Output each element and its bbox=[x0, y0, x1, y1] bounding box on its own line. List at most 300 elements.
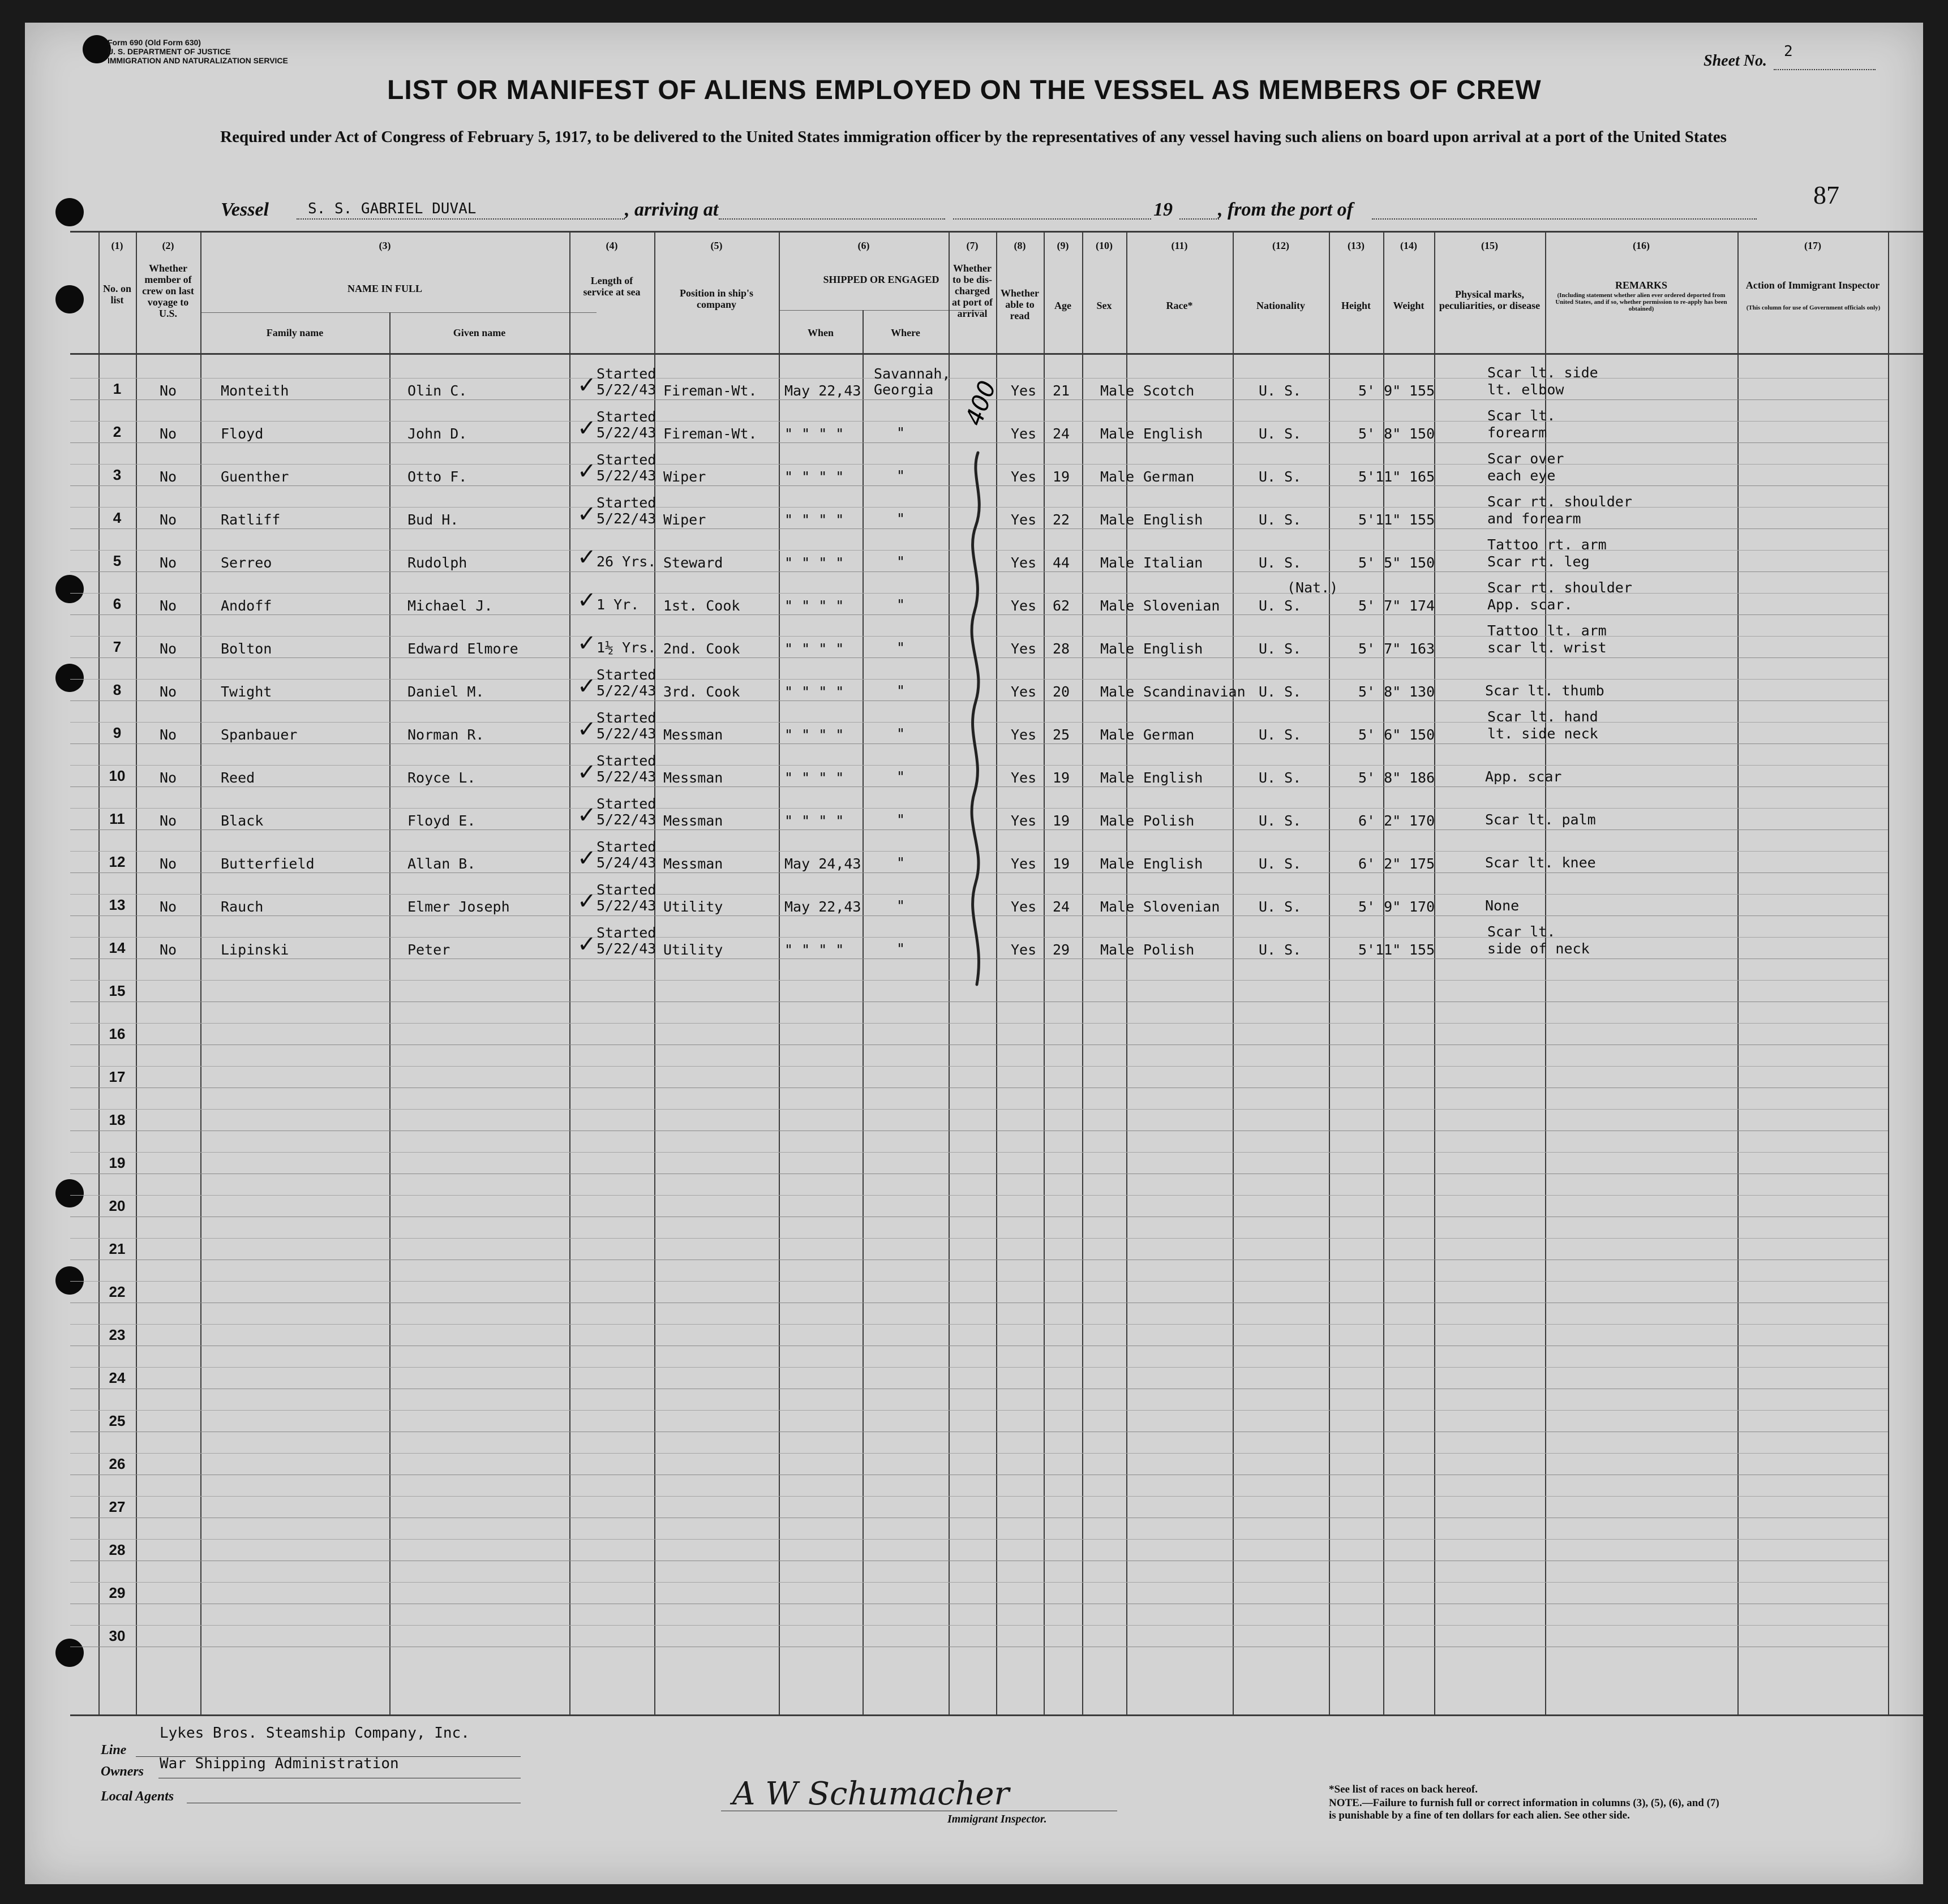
checkmark-icon: ✓ bbox=[577, 587, 597, 613]
cell-given-name: Norman R. bbox=[407, 727, 484, 743]
cell-given-name: Elmer Joseph bbox=[407, 899, 510, 915]
handwritten-discharge-mark bbox=[953, 373, 1004, 1007]
cell-member-last-voyage: No bbox=[159, 813, 177, 829]
cell-service-line2: 5/22/43 bbox=[597, 897, 657, 914]
cell-race: German bbox=[1143, 469, 1195, 485]
cell-age: 19 bbox=[1053, 813, 1070, 829]
checkmark-icon: ✓ bbox=[577, 931, 597, 957]
cell-nationality: U. S. bbox=[1259, 684, 1302, 700]
cell-position: Wiper bbox=[663, 512, 706, 528]
checkmark-icon: ✓ bbox=[577, 501, 597, 527]
col-number: (7) bbox=[966, 240, 979, 251]
cell-family-name: Serreo bbox=[221, 555, 272, 571]
row-number: 4 bbox=[113, 509, 122, 526]
row-number: 26 bbox=[109, 1455, 126, 1472]
cell-marks-line1: Scar lt. side bbox=[1487, 364, 1598, 381]
row-number: 11 bbox=[109, 810, 125, 827]
cell-service-line2: 5/22/43 bbox=[597, 381, 657, 398]
row-subrule bbox=[70, 1582, 1888, 1583]
cell-service-line1: Started bbox=[597, 882, 657, 898]
header-when: When bbox=[807, 327, 834, 338]
row-subrule bbox=[70, 1625, 1888, 1626]
row-subrule bbox=[70, 1453, 1888, 1454]
cell-marks-line1: Tattoo lt. arm bbox=[1487, 622, 1607, 639]
cell-position: Fireman-Wt. bbox=[663, 382, 757, 399]
cell-height: 5'11" bbox=[1358, 942, 1401, 958]
cell-height: 5'11" bbox=[1358, 512, 1401, 528]
cell-nationality: U. S. bbox=[1259, 856, 1302, 872]
cell-shipped-when: May 22,43 bbox=[784, 382, 861, 399]
cell-shipped-where-line1: Savannah, bbox=[874, 366, 951, 382]
cell-age: 44 bbox=[1053, 555, 1070, 571]
year-label: 19 bbox=[1153, 199, 1173, 220]
checkmark-icon: ✓ bbox=[577, 673, 597, 699]
service-name: IMMIGRATION AND NATURALIZATION SERVICE bbox=[108, 56, 288, 65]
row-subrule bbox=[70, 1023, 1888, 1024]
col-number: (12) bbox=[1272, 240, 1289, 251]
col-number: (14) bbox=[1400, 240, 1417, 251]
col-number: (2) bbox=[162, 240, 174, 251]
cell-given-name: Floyd E. bbox=[407, 813, 476, 829]
cell-family-name: Andoff bbox=[221, 598, 272, 614]
cell-race: English bbox=[1143, 641, 1203, 657]
cell-marks-line2: Scar lt. palm bbox=[1485, 811, 1596, 828]
cell-position: Utility bbox=[663, 942, 723, 958]
header-action-note: (This column for use of Government officials only) bbox=[1746, 304, 1881, 311]
cell-shipped-where-line2: " bbox=[896, 725, 906, 742]
cell-able-read: Yes bbox=[1011, 684, 1037, 700]
cell-shipped-where-line2: " bbox=[896, 424, 906, 441]
header-remarks: REMARKS bbox=[1615, 280, 1667, 291]
header-nationality: Nationality bbox=[1256, 300, 1305, 311]
cell-service-line1: Started bbox=[597, 796, 657, 812]
cell-able-read: Yes bbox=[1011, 856, 1037, 872]
cell-position: Messman bbox=[663, 727, 723, 743]
cell-sex: Male bbox=[1100, 899, 1135, 915]
cell-sex: Male bbox=[1100, 598, 1135, 614]
cell-shipped-where-line2: " bbox=[896, 467, 906, 484]
cell-height: 5' 9" bbox=[1358, 899, 1401, 915]
from-port-label: , from the port of bbox=[1218, 199, 1353, 220]
cell-nationality: U. S. bbox=[1259, 813, 1302, 829]
row-subrule bbox=[70, 1281, 1888, 1282]
cell-family-name: Guenther bbox=[221, 469, 289, 485]
sheet-label: Sheet No. bbox=[1704, 52, 1767, 70]
header-sex: Sex bbox=[1096, 300, 1112, 311]
cell-sex: Male bbox=[1100, 727, 1135, 743]
cell-sex: Male bbox=[1100, 426, 1135, 442]
cell-nationality: U. S. bbox=[1259, 899, 1302, 915]
cell-marks-line2: Scar lt. knee bbox=[1485, 854, 1596, 871]
cell-marks-line1: Scar over bbox=[1487, 450, 1564, 467]
vessel-label: Vessel bbox=[221, 199, 269, 220]
cell-sex: Male bbox=[1100, 942, 1135, 958]
cell-shipped-where-line2: " bbox=[896, 811, 906, 828]
cell-marks-line1: Tattoo rt. arm bbox=[1487, 536, 1607, 553]
cell-able-read: Yes bbox=[1011, 469, 1037, 485]
cell-age: 62 bbox=[1053, 598, 1070, 614]
cell-given-name: John D. bbox=[407, 426, 467, 442]
row-number: 30 bbox=[109, 1627, 126, 1644]
cell-marks-line2: None bbox=[1485, 897, 1520, 914]
cell-nationality: U. S. bbox=[1259, 382, 1302, 399]
cell-shipped-where-line2: " bbox=[896, 940, 906, 957]
cell-race: Polish bbox=[1143, 813, 1195, 829]
col-number: (11) bbox=[1171, 240, 1188, 251]
row-number: 9 bbox=[113, 724, 122, 741]
cell-given-name: Daniel M. bbox=[407, 684, 484, 700]
cell-sex: Male bbox=[1100, 770, 1135, 786]
cell-service-line1: Started bbox=[597, 495, 657, 511]
owners-label: Owners bbox=[101, 1764, 144, 1779]
col-number: (15) bbox=[1481, 240, 1498, 251]
cell-weight: 155 bbox=[1409, 512, 1435, 528]
cell-race: Slovenian bbox=[1143, 899, 1220, 915]
cell-position: Messman bbox=[663, 770, 723, 786]
cell-member-last-voyage: No bbox=[159, 555, 177, 571]
header-where: Where bbox=[891, 327, 920, 338]
row-number: 14 bbox=[109, 939, 126, 956]
cell-service-line2: 5/22/43 bbox=[597, 811, 657, 828]
cell-age: 24 bbox=[1053, 899, 1070, 915]
row-number: 29 bbox=[109, 1584, 126, 1601]
header-length-service: Length of service at sea bbox=[583, 275, 641, 298]
cell-shipped-when: " " " " bbox=[784, 598, 844, 614]
cell-marks-line2: forearm bbox=[1487, 424, 1547, 441]
row-number: 23 bbox=[109, 1326, 126, 1343]
cell-height: 6' 2" bbox=[1358, 856, 1401, 872]
checkmark-icon: ✓ bbox=[577, 845, 597, 871]
cell-given-name: Edward Elmore bbox=[407, 641, 518, 657]
inspector-signature: A W Schumacher bbox=[732, 1776, 1010, 1812]
row-subrule bbox=[70, 1195, 1888, 1196]
col-number: (10) bbox=[1096, 240, 1113, 251]
row-number: 20 bbox=[109, 1197, 126, 1214]
cell-nationality: U. S. bbox=[1259, 555, 1302, 571]
cell-height: 6' 2" bbox=[1358, 813, 1401, 829]
vessel-name: S. S. GABRIEL DUVAL bbox=[308, 200, 477, 217]
row-number: 12 bbox=[109, 853, 126, 870]
cell-service-line2: 5/22/43 bbox=[597, 510, 657, 527]
row-number: 19 bbox=[109, 1154, 126, 1171]
cell-marks-line2: lt. side neck bbox=[1487, 725, 1598, 742]
cell-able-read: Yes bbox=[1011, 426, 1037, 442]
header-race: Race* bbox=[1166, 300, 1193, 311]
sheet-number: 2 bbox=[1784, 43, 1793, 60]
page-title: LIST OR MANIFEST OF ALIENS EMPLOYED ON THE VESSEL AS MEMBERS OF CREW bbox=[387, 75, 1542, 105]
cell-member-last-voyage: No bbox=[159, 899, 177, 915]
cell-family-name: Monteith bbox=[221, 382, 289, 399]
cell-weight: 130 bbox=[1409, 684, 1435, 700]
cell-age: 19 bbox=[1053, 856, 1070, 872]
cell-member-last-voyage: No bbox=[159, 641, 177, 657]
cell-marks-line2: Scar rt. leg bbox=[1487, 553, 1590, 570]
cell-shipped-where-line2: " bbox=[896, 596, 906, 613]
cell-race: Scandinavian bbox=[1143, 684, 1246, 700]
cell-service-line2: 26 Yrs. bbox=[597, 553, 657, 570]
cell-family-name: Bolton bbox=[221, 641, 272, 657]
cell-given-name: Peter bbox=[407, 942, 450, 958]
col-number: (16) bbox=[1633, 240, 1650, 251]
cell-shipped-when: " " " " bbox=[784, 426, 844, 442]
cell-service-line1: Started bbox=[597, 366, 657, 382]
cell-family-name: Black bbox=[221, 813, 264, 829]
checkmark-icon: ✓ bbox=[577, 458, 597, 484]
cell-service-line1: Started bbox=[597, 753, 657, 769]
row-number: 24 bbox=[109, 1369, 126, 1386]
cell-shipped-when: " " " " bbox=[784, 469, 844, 485]
cell-position: Utility bbox=[663, 899, 723, 915]
cell-sex: Male bbox=[1100, 856, 1135, 872]
cell-shipped-when: " " " " bbox=[784, 813, 844, 829]
cell-sex: Male bbox=[1100, 813, 1135, 829]
cell-race: English bbox=[1143, 770, 1203, 786]
col-number: (13) bbox=[1348, 240, 1365, 251]
cell-shipped-when: " " " " bbox=[784, 555, 844, 571]
cell-able-read: Yes bbox=[1011, 382, 1037, 399]
cell-able-read: Yes bbox=[1011, 641, 1037, 657]
col-number: (17) bbox=[1804, 240, 1821, 251]
department-name: U. S. DEPARTMENT OF JUSTICE bbox=[108, 47, 231, 56]
cell-marks-line2: lt. elbow bbox=[1487, 381, 1564, 398]
local-agents-label: Local Agents bbox=[101, 1789, 174, 1804]
header-weight: Weight bbox=[1393, 300, 1424, 311]
cell-service-line1: Started bbox=[597, 409, 657, 425]
cell-family-name: Twight bbox=[221, 684, 272, 700]
cell-weight: 150 bbox=[1409, 555, 1435, 571]
cell-marks-line1: Scar rt. shoulder bbox=[1487, 579, 1632, 596]
cell-marks-line2: App. scar. bbox=[1487, 596, 1573, 613]
row-number: 27 bbox=[109, 1498, 126, 1515]
line-value: Lykes Bros. Steamship Company, Inc. bbox=[160, 1725, 470, 1742]
cell-able-read: Yes bbox=[1011, 813, 1037, 829]
note-races: *See list of races on back hereof. bbox=[1329, 1783, 1478, 1795]
handwritten-mark-text: 400 bbox=[959, 377, 1002, 429]
row-number: 2 bbox=[113, 423, 122, 440]
col-number: (1) bbox=[111, 240, 123, 251]
page-number: 87 bbox=[1813, 180, 1839, 209]
cell-age: 25 bbox=[1053, 727, 1070, 743]
row-number: 6 bbox=[113, 595, 122, 612]
checkmark-icon: ✓ bbox=[577, 372, 597, 398]
cell-able-read: Yes bbox=[1011, 555, 1037, 571]
cell-service-line2: 5/24/43 bbox=[597, 854, 657, 871]
cell-nationality-line1: (Nat.) bbox=[1287, 579, 1338, 596]
cell-position: 3rd. Cook bbox=[663, 684, 740, 700]
cell-able-read: Yes bbox=[1011, 942, 1037, 958]
arriving-label: , arriving at bbox=[625, 199, 719, 220]
cell-shipped-when: " " " " bbox=[784, 512, 844, 528]
row-number: 8 bbox=[113, 681, 122, 698]
cell-service-line2: 5/22/43 bbox=[597, 424, 657, 441]
checkmark-icon: ✓ bbox=[577, 802, 597, 828]
cell-weight: 170 bbox=[1409, 813, 1435, 829]
cell-given-name: Royce L. bbox=[407, 770, 476, 786]
header-member-last-voyage: Whether member of crew on last voyage to U.S. bbox=[142, 263, 194, 319]
form-id: Form 690 (Old Form 630) bbox=[108, 38, 201, 47]
cell-family-name: Reed bbox=[221, 770, 255, 786]
cell-sex: Male bbox=[1100, 512, 1135, 528]
cell-member-last-voyage: No bbox=[159, 770, 177, 786]
cell-service-line1: Started bbox=[597, 452, 657, 468]
cell-able-read: Yes bbox=[1011, 598, 1037, 614]
cell-service-line2: 5/22/43 bbox=[597, 467, 657, 484]
cell-race: English bbox=[1143, 856, 1203, 872]
manifest-sheet bbox=[25, 23, 1923, 1884]
row-subrule bbox=[70, 1410, 1888, 1411]
row-number: 16 bbox=[109, 1025, 126, 1042]
cell-weight: 174 bbox=[1409, 598, 1435, 614]
cell-nationality: U. S. bbox=[1259, 727, 1302, 743]
cell-weight: 163 bbox=[1409, 641, 1435, 657]
cell-able-read: Yes bbox=[1011, 512, 1037, 528]
header-age: Age bbox=[1054, 300, 1071, 311]
row-number: 28 bbox=[109, 1541, 126, 1558]
cell-race: Polish bbox=[1143, 942, 1195, 958]
page-subtitle: Required under Act of Congress of February 5, 1917, to be delivered to the United States immigration officer by the representatives of any vessel having such aliens on board upon arrival at a port of the United States bbox=[220, 128, 1727, 146]
checkmark-icon: ✓ bbox=[577, 888, 597, 914]
cell-service-line1: Started bbox=[597, 667, 657, 683]
checkmark-icon: ✓ bbox=[577, 630, 597, 656]
cell-sex: Male bbox=[1100, 684, 1135, 700]
cell-weight: 175 bbox=[1409, 856, 1435, 872]
cell-race: Italian bbox=[1143, 555, 1203, 571]
row-number: 5 bbox=[113, 552, 122, 569]
cell-service-line1: Started bbox=[597, 710, 657, 726]
header-action: Action of Immigrant Inspector bbox=[1745, 280, 1880, 291]
cell-position: 2nd. Cook bbox=[663, 641, 740, 657]
cell-height: 5' 6" bbox=[1358, 727, 1401, 743]
row-subrule bbox=[70, 1152, 1888, 1153]
cell-age: 19 bbox=[1053, 770, 1070, 786]
note-penalty: NOTE.—Failure to furnish full or correct information in columns (3), (5), (6), and (7) is punishable by a fine of ten dollars for each alien. See other side. bbox=[1329, 1797, 1719, 1821]
cell-member-last-voyage: No bbox=[159, 426, 177, 442]
cell-nationality: U. S. bbox=[1259, 942, 1302, 958]
col-number: (4) bbox=[606, 240, 618, 251]
cell-family-name: Butterfield bbox=[221, 856, 315, 872]
cell-service-line2: 1½ Yrs. bbox=[597, 639, 657, 656]
checkmark-icon: ✓ bbox=[577, 759, 597, 785]
cell-height: 5'11" bbox=[1358, 469, 1401, 485]
cell-race: English bbox=[1143, 426, 1203, 442]
cell-member-last-voyage: No bbox=[159, 856, 177, 872]
cell-weight: 150 bbox=[1409, 426, 1435, 442]
row-number: 25 bbox=[109, 1412, 126, 1429]
cell-age: 20 bbox=[1053, 684, 1070, 700]
cell-given-name: Allan B. bbox=[407, 856, 476, 872]
cell-age: 28 bbox=[1053, 641, 1070, 657]
owners-value: War Shipping Administration bbox=[160, 1755, 399, 1772]
cell-marks-line1: Scar rt. shoulder bbox=[1487, 493, 1632, 510]
checkmark-icon: ✓ bbox=[577, 415, 597, 441]
cell-position: 1st. Cook bbox=[663, 598, 740, 614]
cell-age: 22 bbox=[1053, 512, 1070, 528]
cell-marks-line1: Scar lt. hand bbox=[1487, 708, 1598, 725]
row-subrule bbox=[70, 1539, 1888, 1540]
row-number: 22 bbox=[109, 1283, 126, 1300]
cell-nationality: U. S. bbox=[1259, 426, 1302, 442]
header-remarks-note: (Including statement whether alien ever ordered deported from United States, and if so, whether permission to re-apply has been obtained) bbox=[1555, 292, 1727, 312]
cell-sex: Male bbox=[1100, 469, 1135, 485]
cell-nationality: U. S. bbox=[1259, 770, 1302, 786]
header-position: Position in ship's company bbox=[679, 287, 754, 310]
cell-weight: 150 bbox=[1409, 727, 1435, 743]
cell-shipped-when: May 22,43 bbox=[784, 899, 861, 915]
cell-position: Fireman-Wt. bbox=[663, 426, 757, 442]
cell-shipped-where-line2: " bbox=[896, 682, 906, 699]
cell-nationality: U. S. bbox=[1259, 512, 1302, 528]
cell-weight: 155 bbox=[1409, 382, 1435, 399]
col-number: (3) bbox=[379, 240, 391, 251]
cell-shipped-where-line2: " bbox=[896, 768, 906, 785]
cell-member-last-voyage: No bbox=[159, 598, 177, 614]
cell-service-line2: 5/22/43 bbox=[597, 682, 657, 699]
row-number: 10 bbox=[109, 767, 126, 784]
cell-service-line1: Started bbox=[597, 925, 657, 941]
cell-sex: Male bbox=[1100, 555, 1135, 571]
cell-sex: Male bbox=[1100, 382, 1135, 399]
cell-able-read: Yes bbox=[1011, 899, 1037, 915]
row-subrule bbox=[70, 1066, 1888, 1067]
cell-age: 19 bbox=[1053, 469, 1070, 485]
cell-marks-line1: Scar lt. bbox=[1487, 407, 1556, 424]
cell-marks-line1: Scar lt. bbox=[1487, 923, 1556, 940]
cell-given-name: Olin C. bbox=[407, 382, 467, 399]
row-number: 21 bbox=[109, 1240, 126, 1257]
checkmark-icon: ✓ bbox=[577, 544, 597, 570]
header-shipped-engaged: SHIPPED OR ENGAGED bbox=[823, 274, 939, 285]
cell-family-name: Lipinski bbox=[221, 942, 289, 958]
cell-member-last-voyage: No bbox=[159, 942, 177, 958]
col-number: (9) bbox=[1057, 240, 1069, 251]
cell-given-name: Rudolph bbox=[407, 555, 467, 571]
cell-shipped-where-line2: " bbox=[896, 510, 906, 527]
cell-marks-line2: Scar lt. thumb bbox=[1485, 682, 1604, 699]
cell-shipped-where-line2: " bbox=[896, 854, 906, 871]
cell-marks-line2: each eye bbox=[1487, 467, 1556, 484]
row-number: 1 bbox=[113, 380, 122, 397]
cell-height: 5' 8" bbox=[1358, 426, 1401, 442]
cell-service-line2: 5/22/43 bbox=[597, 725, 657, 742]
row-subrule bbox=[70, 1324, 1888, 1325]
checkmark-icon: ✓ bbox=[577, 716, 597, 742]
cell-shipped-where-line2: " bbox=[896, 897, 906, 914]
cell-race: German bbox=[1143, 727, 1195, 743]
cell-weight: 170 bbox=[1409, 899, 1435, 915]
cell-age: 24 bbox=[1053, 426, 1070, 442]
cell-height: 5' 8" bbox=[1358, 770, 1401, 786]
cell-marks-line2: and forearm bbox=[1487, 510, 1581, 527]
row-subrule bbox=[70, 1496, 1888, 1497]
cell-service-line2: 1 Yr. bbox=[597, 596, 640, 613]
cell-height: 5' 8" bbox=[1358, 684, 1401, 700]
cell-family-name: Ratliff bbox=[221, 512, 281, 528]
cell-age: 29 bbox=[1053, 942, 1070, 958]
cell-nationality: U. S. bbox=[1259, 598, 1302, 614]
cell-shipped-when: May 24,43 bbox=[784, 856, 861, 872]
row-number: 15 bbox=[109, 982, 126, 999]
inspector-caption: Immigrant Inspector. bbox=[947, 1813, 1047, 1825]
cell-nationality: U. S. bbox=[1259, 641, 1302, 657]
header-family-name: Family name bbox=[266, 327, 324, 338]
cell-service-line1: Started bbox=[597, 839, 657, 855]
header-height: Height bbox=[1341, 300, 1371, 311]
cell-shipped-where-line2: Georgia bbox=[874, 381, 934, 398]
cell-shipped-when: " " " " bbox=[784, 641, 844, 657]
header-discharged: Whether to be dis-charged at port of arrival bbox=[952, 263, 993, 319]
header-name-in-full: NAME IN FULL bbox=[347, 283, 422, 294]
cell-height: 5' 7" bbox=[1358, 641, 1401, 657]
